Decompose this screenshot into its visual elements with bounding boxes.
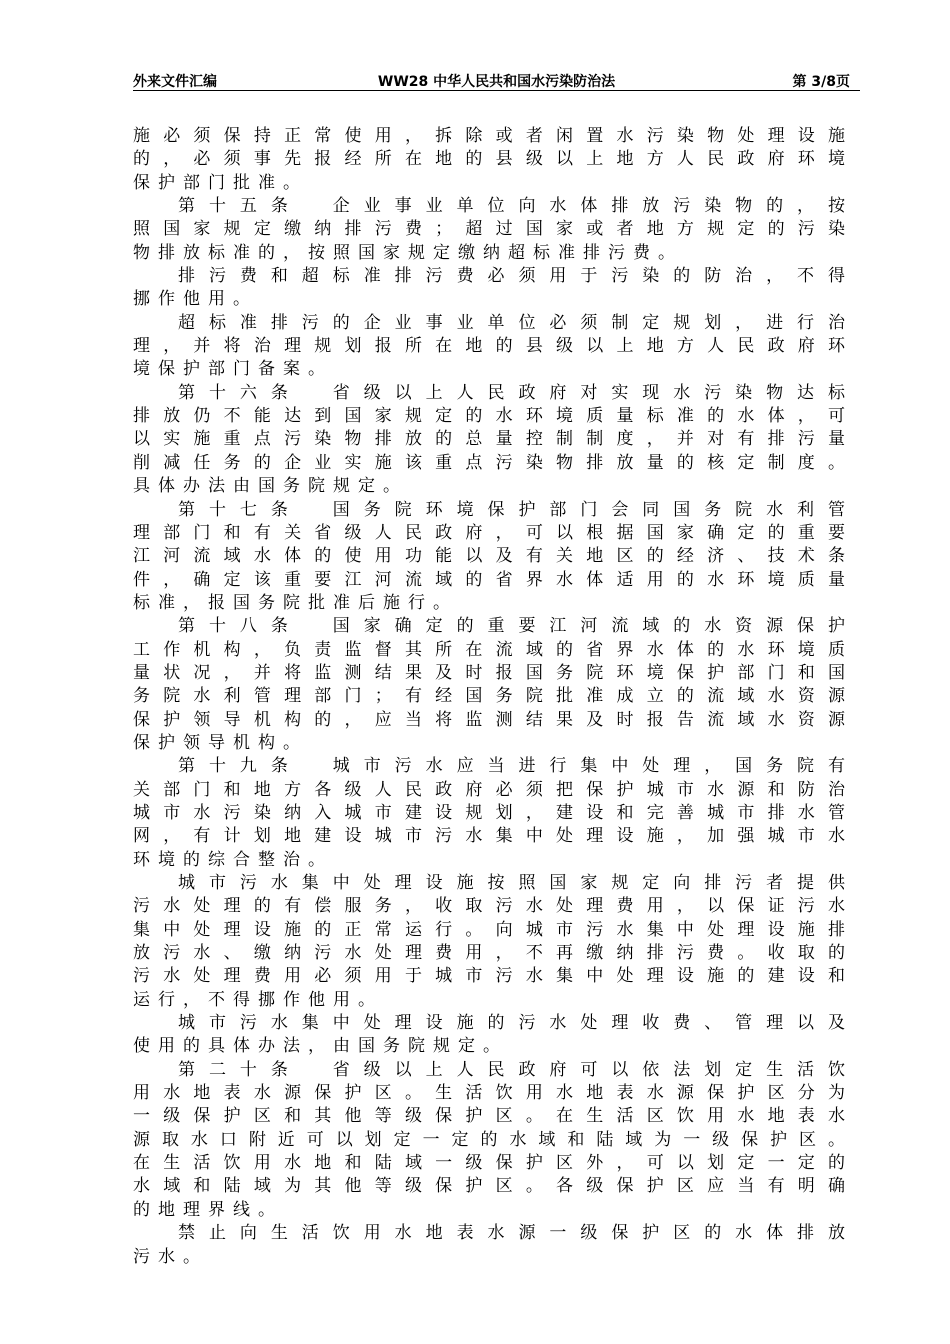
text-line: 保护领导机构的，应当将监测结果及时报告流域水资源 — [133, 709, 845, 730]
text-line: 以实施重点污染物排放的总量控制制度，并对有排污量 — [133, 429, 845, 450]
text-line: 理部门和有关省级人民政府，可以根据国家确定的重要 — [133, 522, 845, 543]
text-line: 污水处理费用必须用于城市污水集中处理设施的建设和 — [133, 966, 845, 987]
text-line: 使用的具体办法，由国务院规定。 — [133, 1036, 508, 1057]
text-line: 物排放标准的，按照国家规定缴纳超标准排污费。 — [133, 242, 683, 263]
collection-name: 外来文件汇编 — [133, 74, 217, 90]
text-line: 网，有计划地建设城市污水集中处理设施，加强城市水 — [133, 826, 845, 847]
text-line: 的地理界线。 — [133, 1199, 283, 1220]
text-line: 量状况，并将监测结果及时报国务院环境保护部门和国 — [133, 662, 845, 683]
text-line: 保护部门批准。 — [133, 172, 308, 193]
text-line: 源取水口附近可以划定一定的水域和陆域为一级保护区。 — [133, 1129, 845, 1150]
article-15-start: 第十五条 企业事业单位向水体排放污染物的，按 — [178, 196, 845, 217]
text-line: 污水处理的有偿服务，收取污水处理费用，以保证污水 — [133, 896, 845, 917]
text-line: 城市污水集中处理设施按照国家规定向排污者提供 — [178, 873, 845, 893]
text-line: 削减任务的企业实施该重点污染物排放量的核定制度。 — [133, 452, 845, 473]
article-19-start: 第十九条 城市污水应当进行集中处理，国务院有 — [178, 756, 845, 777]
text-line: 排污费和超标准排污费必须用于污染的防治，不得 — [178, 266, 845, 287]
text-line: 照国家规定缴纳排污费；超过国家或者地方规定的污染 — [133, 219, 845, 240]
text-line: 运行，不得挪作他用。 — [133, 989, 383, 1010]
text-line: 禁止向生活饮用水地表水源一级保护区的水体排放 — [178, 1223, 845, 1244]
header-divider — [133, 90, 860, 91]
article-18-start: 第十八条 国家确定的重要江河流域的水资源保护 — [178, 616, 845, 637]
text-line: 挪作他用。 — [133, 289, 258, 310]
text-line: 江河流域水体的使用功能以及有关地区的经济、技术条 — [133, 546, 845, 567]
text-line: 件，确定该重要江河流域的省界水体适用的水环境质量 — [133, 569, 845, 590]
text-line: 保护领导机构。 — [133, 732, 308, 753]
text-line: 理，并将治理规划报所在地的县级以上地方人民政府环 — [133, 336, 845, 357]
text-line: 工作机构，负责监督其所在流域的省界水体的水环境质 — [133, 639, 845, 660]
text-line: 水域和陆域为其他等级保护区。各级保护区应当有明确 — [133, 1176, 845, 1197]
text-line: 城市污水集中处理设施的污水处理收费、管理以及 — [178, 1013, 845, 1034]
text-line: 超标准排污的企业事业单位必须制定规划，进行治 — [178, 312, 845, 333]
page-number: 第 3/8页 — [792, 74, 850, 90]
text-line: 城市水污染纳入城市建设规划，建设和完善城市排水管 — [133, 802, 845, 823]
text-line: 污水。 — [133, 1246, 208, 1267]
article-17-start: 第十七条 国务院环境保护部门会同国务院水利管 — [178, 499, 845, 520]
article-16-start: 第十六条 省级以上人民政府对实现水污染物达标 — [178, 382, 845, 403]
document-title: WW28 中华人民共和国水污染防治法 — [377, 74, 616, 90]
text-line: 的，必须事先报经所在地的县级以上地方人民政府环境 — [133, 149, 845, 170]
text-line: 关部门和地方各级人民政府必须把保护城市水源和防治 — [133, 779, 845, 800]
text-line: 放污水、缴纳污水处理费用，不再缴纳排污费。收取的 — [133, 943, 845, 964]
text-line: 务院水利管理部门；有经国务院批准成立的流域水资源 — [133, 686, 845, 707]
text-line: 施必须保持正常使用，拆除或者闲置水污染物处理设施 — [133, 126, 845, 146]
text-line: 环境的综合整治。 — [133, 849, 333, 870]
page-header — [133, 72, 860, 92]
text-line: 排放仍不能达到国家规定的水环境质量标准的水体，可 — [133, 406, 845, 427]
text-line: 用水地表水源保护区。生活饮用水地表水源保护区分为 — [133, 1083, 845, 1104]
text-line: 境保护部门备案。 — [133, 359, 333, 380]
article-20-start: 第二十条 省级以上人民政府可以依法划定生活饮 — [178, 1059, 845, 1080]
text-line: 标准，报国务院批准后施行。 — [133, 592, 458, 613]
text-line: 一级保护区和其他等级保护区。在生活区饮用水地表水 — [133, 1106, 845, 1127]
text-line: 集中处理设施的正常运行。向城市污水集中处理设施排 — [133, 919, 845, 940]
text-line: 在生活饮用水地和陆域一级保护区外，可以划定一定的 — [133, 1153, 845, 1174]
document-body — [133, 125, 845, 1269]
text-line: 具体办法由国务院规定。 — [133, 476, 408, 497]
